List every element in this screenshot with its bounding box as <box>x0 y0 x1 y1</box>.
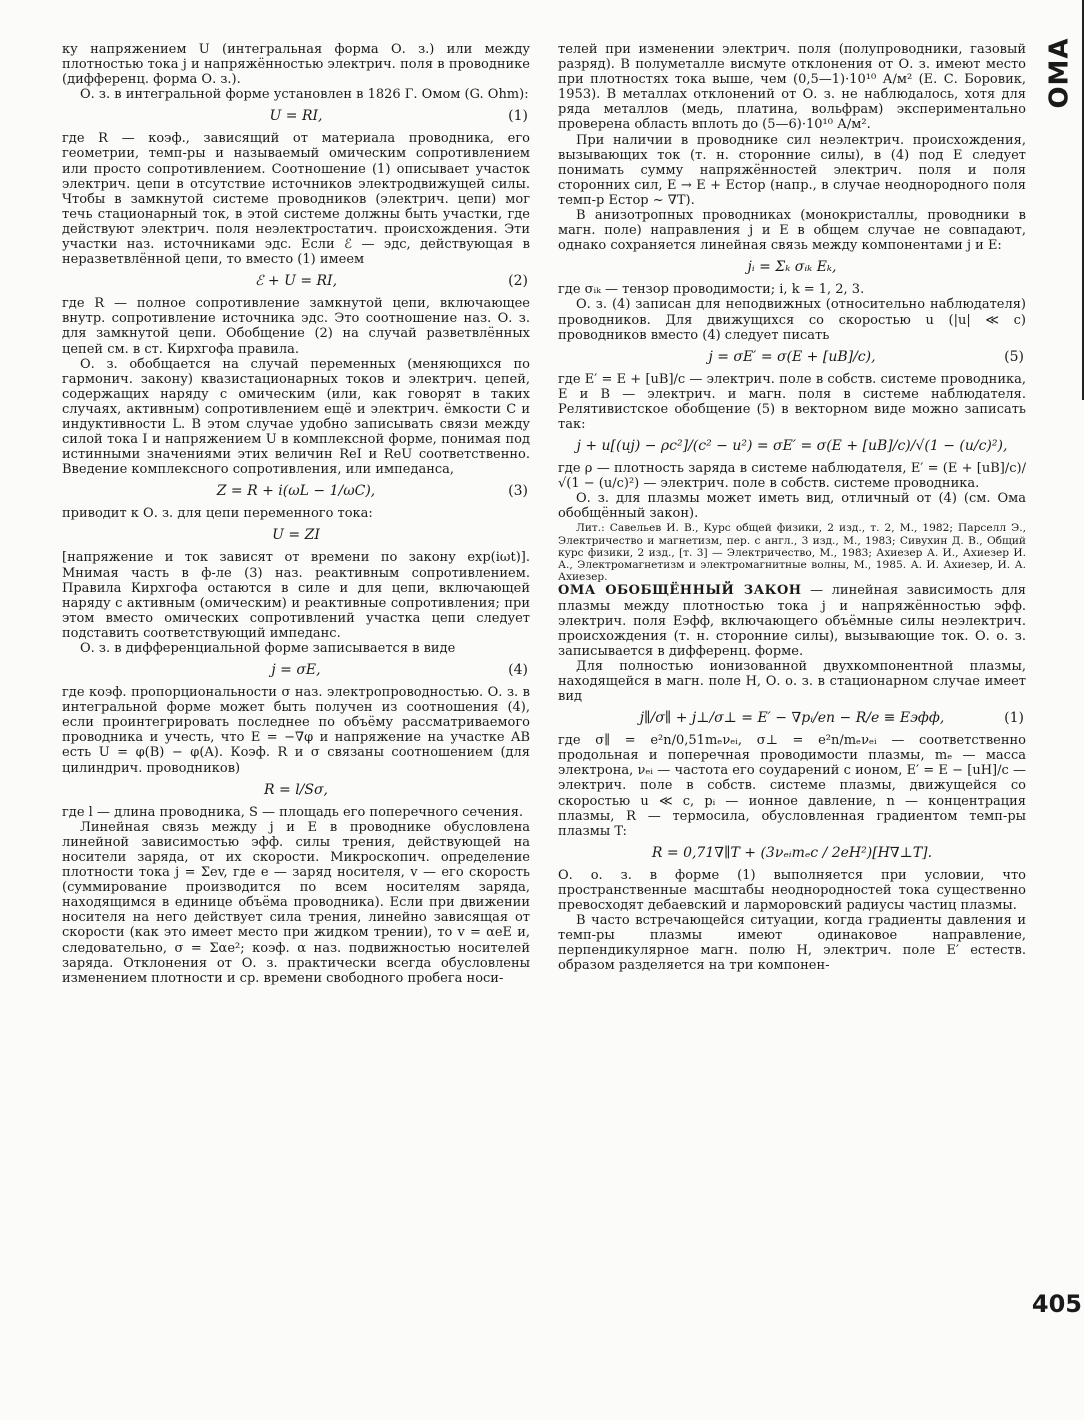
equation-number: (1) <box>1004 710 1024 727</box>
equation-generalized <box>558 709 1026 727</box>
equation-ac <box>62 526 530 544</box>
equation-resistance <box>62 781 530 799</box>
equation-body: R = l/Sσ, <box>264 781 328 798</box>
equation-5 <box>558 348 1026 366</box>
paragraph: Для полностью ионизованной двухкомпонентной плазмы, находящейся в магн. поле H, О. о. з. в стационарном случае имеет вид <box>558 658 1026 705</box>
equation-body: R = 0,71∇∥T + (3νₑᵢmₑc / 2eH²)[H∇⊥T]. <box>651 844 933 861</box>
paragraph: где E′ = E + [uB]/c — электрич. поле в собств. системе проводника, E и B — электрич. и магн. поля в системе наблюдателя. Релятивистское обобщение (5) в векторном виде можно записать так: <box>558 371 1026 432</box>
section-tab <box>1034 0 1084 410</box>
equation-3 <box>62 482 530 500</box>
article-entry <box>558 583 1026 658</box>
left-column <box>62 42 530 986</box>
paragraph: где σᵢₖ — тензор проводимости; i, k = 1, 2, 3. <box>558 282 865 298</box>
paragraph: где R — коэф., зависящий от материала проводника, его геометрии, темп-ры и называемый омическим сопротивлением или просто сопротивлением. Соотношение (1) описывает участок электрич. цепи в отсутствие источников электродвижущей силы. Чтобы в замкнутой системе проводников (электрич. цепи) мог течь стационарный ток, в этой системе должны быть участки, где действуют электрич. поля неэлектростатич. происхождения. Эти участки наз. источниками эдс. Если ℰ — эдс, действующая в неразветвлённой цепи, то вместо (1) имеем <box>62 131 530 268</box>
equation-body: Z = R + i(ωL − 1/ωC), <box>216 483 376 500</box>
paragraph: О. о. з. в форме (1) выполняется при условии, что пространственные масштабы неоднородностей тока существенно превосходят дебаевский и ларморовский радиусы частиц плазмы. <box>558 867 1026 914</box>
paragraph: Линейная связь между j и E в проводнике обусловлена линейной зависимостью эфф. силы трения, действующей на носители заряда, от их скорости. Микроскопич. определение плотности тока j = Σev, где e — заряд носителя, v — его скорость (суммирование производится по всем носителям заряда, находящимся в единице объёма проводника). Если при движении носителя на него действует сила трения, линейно зависящая от скорости (как это имеет место при жидком трении), то v = αeE и, следовательно, σ = Σαe²; коэф. α наз. подвижностью носителей заряда. Отклонения от О. з. практически всегда обусловлены изменением плотности и ср. времени свободного пробега носи- <box>62 819 530 986</box>
equation-body: U = ZI <box>272 527 320 544</box>
entry-heading: ОМА ОБОБЩЁННЫЙ ЗАКОН <box>558 583 802 599</box>
equation-body: j∥/σ∥ + j⊥/σ⊥ = E′ − ∇pᵢ/en − R/e ≡ Eэфф, <box>639 710 945 727</box>
section-tab-label: ОМА <box>1045 37 1076 109</box>
entry-definition: — линейная зависимость для плазмы между плотностью тока j и напряжённостью эфф. электрич. поля Eэфф, включающего объёмные силы неэлектрич. происхождения (т. н. сторонние силы), вызывающие ток. О. о. з. записывается в дифференц. форме. <box>558 583 1026 659</box>
equation-4 <box>62 661 530 679</box>
paragraph: О. з. в интегральной форме установлен в 1826 Г. Омом (G. Ohm): <box>80 87 529 103</box>
paragraph: О. з. (4) записан для неподвижных (относительно наблюдателя) проводников. Для движущихся со скоростью u (|u| ≪ c) проводников вместо (4) следует писать <box>558 297 1026 343</box>
literature-references: Лит.: Савельев И. В., Курс общей физики, 2 изд., т. 2, М., 1982; Парселл Э., Электричество и магнетизм, пер. с англ., 3 изд., М., 1983; Сивухин Д. В., Общий курс физики, 2 изд., [т. 3] — Электричество, М., 1983; Ахиезер А. И., Ахиезер И. А., Электромагнетизм и электромагнитные волны, М., 1985. А. И. Ахиезер, И. А. Ахиезер. <box>558 522 1026 584</box>
paragraph: В анизотропных проводниках (монокристаллы, проводники в магн. поле) направления j и E в общем случае не совпадают, однако сохраняется линейная связь между компонентами j и E: <box>558 208 1026 254</box>
equation-number: (4) <box>508 662 528 679</box>
paragraph: О. з. в дифференциальной форме записывается в виде <box>80 641 456 656</box>
paragraph: где коэф. пропорциональности σ наз. электропроводностью. О. з. в интегральной форме может быть получен из соотношения (4), если проинтегрировать последнее по объёму рассматриваемого проводника и учесть, что E = −∇φ и напряжение на участке AB есть U = φ(B) − φ(A). Коэф. R и σ связаны соотношением (для цилиндрич. проводников) <box>62 685 530 776</box>
equation-2 <box>62 272 530 290</box>
equation-body: U = RI, <box>269 108 323 125</box>
equation-number: (1) <box>508 108 528 125</box>
equation-body: j = σE′ = σ(E + [uB]/c), <box>708 348 876 365</box>
equation-anisotropic <box>558 258 1026 276</box>
paragraph: При наличии в проводнике сил неэлектрич. происхождения, вызывающих ток (т. н. сторонние силы), в (4) под E следует понимать сумму напряжённостей электрич. поля и поля сторонних сил, E → E + Eстор (напр., в случае неоднородного поля темп-р Eстор ~ ∇T). <box>558 132 1026 208</box>
equation-number: (3) <box>508 483 528 500</box>
paragraph: где ρ — плотность заряда в системе наблюдателя, E′ = (E + [uB]/c)/√(1 − (u/c)²) — электрич. поле в собств. системе проводника. <box>558 461 1026 492</box>
paragraph: приводит к О. з. для цепи переменного тока: <box>62 506 373 522</box>
paragraph: телей при изменении электрич. поля (полупроводники, газовый разряд). В полуметалле висмуте отклонения от О. з. имеют место при плотностях тока выше, чем (0,5—1)·10¹⁰ А/м² (Е. С. Боровик, 1953). В металлах отклонений от О. з. не наблюдалось, хотя для ряда металлов (медь, платина, вольфрам) экспериментально проверена область вплоть до (5—6)·10¹⁰ А/м². <box>558 42 1026 133</box>
paragraph: О. з. для плазмы может иметь вид, отличный от (4) (см. Ома обобщённый закон). <box>558 491 1026 522</box>
equation-number: (2) <box>508 273 528 290</box>
equation-body: ℰ + U = RI, <box>254 273 338 290</box>
paragraph: В часто встречающейся ситуации, когда градиенты давления и темп-ры плазмы имеют одинаковое направление, перпендикулярное магн. полю H, электрич. поле E′ естеств. образом разделяется на три компонен- <box>558 913 1026 974</box>
paragraph: где l — длина проводника, S — площадь его поперечного сечения. <box>62 804 524 820</box>
equation-relativistic <box>558 437 1026 455</box>
equation-thermoforce <box>558 844 1026 862</box>
paragraph: [напряжение и ток зависят от времени по закону exp(iωt)]. Мнимая часть в ф-ле (3) наз. реактивным сопротивлением. Правила Кирхгофа остаются в силе и для цепи, включающей наряду с активным (омическим) и реактивные сопротивления; при этом вместо омических сопротивлений участка цепи следует подставить соответствующий импеданс. <box>62 550 530 641</box>
paragraph: где σ∥ = e²n/0,51mₑνₑᵢ, σ⊥ = e²n/mₑνₑᵢ — соответственно продольная и поперечная проводимости плазмы, mₑ — масса электрона, νₑᵢ — частота его соударений с ионом, E′ = E − [uH]/c — электрич. поле в собств. системе плазмы, движущейся со скоростью u ≪ c, pᵢ — ионное давление, n — концентрация плазмы, R — термосила, обусловленная градиентом темп-ры плазмы T: <box>558 733 1026 839</box>
equation-body: jᵢ = Σₖ σᵢₖ Eₖ, <box>747 259 837 276</box>
equation-number: (5) <box>1004 348 1024 365</box>
page-number: 405 <box>1031 1290 1082 1318</box>
paragraph: О. з. обобщается на случай переменных (меняющихся по гармонич. закону) квазистационарных токов и электрич. цепей, содержащих наряду с омическим (или, как говорят в таких случаях, активным) сопротивлением ещё и электрич. ёмкости C и индуктивности L. В этом случае удобно записывать связи между силой тока I и напряжением U в комплексной форме, понимая под истинными значениями этих величин ReI и ReU соответственно. Введение комплексного сопротивления, или импеданса, <box>62 356 530 478</box>
paragraph: где R — полное сопротивление замкнутой цепи, включающее внутр. сопротивление источника эдс. Это соотношение наз. О. з. для замкнутой цепи. Обобщение (2) на случай разветвлённых цепей см. в ст. Кирхгофа правила. <box>62 296 530 357</box>
right-column <box>558 42 1026 974</box>
equation-1 <box>62 107 530 125</box>
section-tab-word <box>1040 37 1080 109</box>
equation-body: j + u[(uj) − ρc²]/(c² − u²) = σE′ = σ(E + [uB]/c)/√(1 − (u/c)²), <box>576 438 1008 455</box>
paragraph: ку напряжением U (интегральная форма О. з.) или между плотностью тока j и напряжённостью электрич. поля в проводнике (дифференц. форма О. з.). <box>62 42 530 88</box>
equation-body: j = σE, <box>271 662 321 679</box>
